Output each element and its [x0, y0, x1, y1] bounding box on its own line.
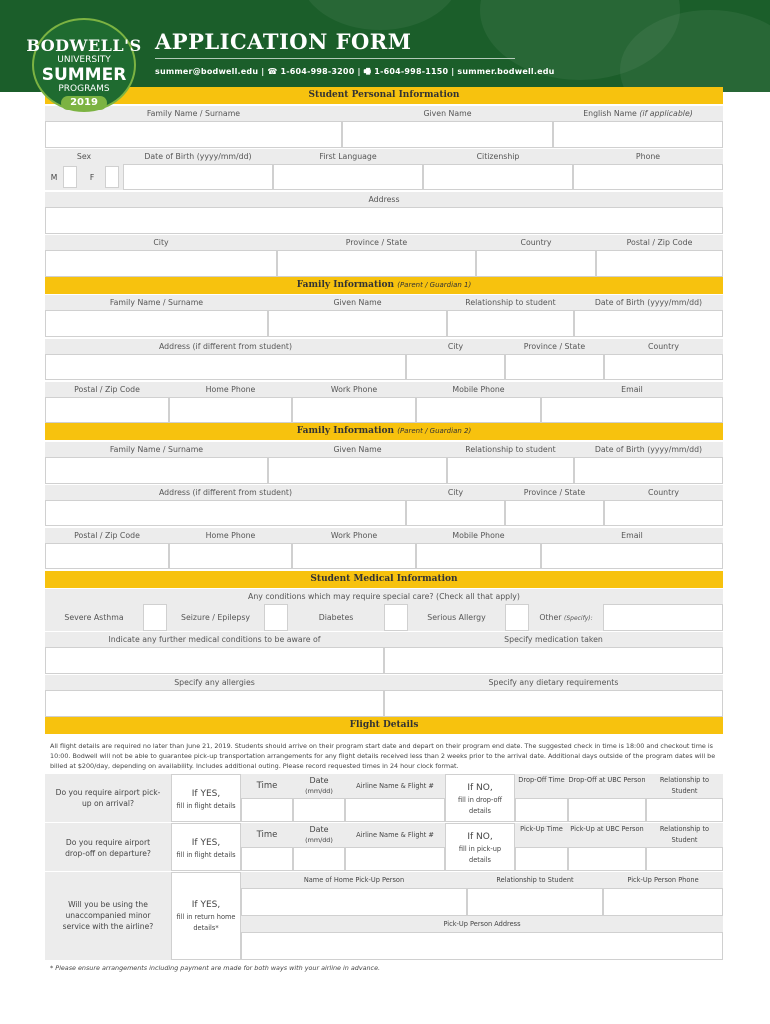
input-city[interactable]	[45, 250, 277, 277]
pickup-airline-label: Airline Name & Flight #	[356, 782, 434, 790]
label-f1-email: Email	[541, 382, 723, 397]
label-country: Country	[476, 235, 596, 250]
input-f2-country[interactable]	[604, 500, 723, 526]
fill-pickup: fill in pick-up details	[458, 845, 502, 864]
input-home-rel[interactable]	[467, 888, 603, 916]
input-f2-email[interactable]	[541, 543, 723, 569]
label-f1-home-phone: Home Phone	[169, 382, 292, 397]
label-f1-address: Address (if different from student)	[45, 339, 406, 354]
section-medical: Student Medical Information	[45, 571, 723, 588]
home-pickup-name-label: Name of Home Pick-Up Person	[303, 876, 405, 884]
input-first-language[interactable]	[273, 164, 423, 190]
label-f1-dob: Date of Birth (yyyy/mm/dd)	[574, 295, 723, 310]
input-f2-dob[interactable]	[574, 457, 723, 484]
input-citizenship[interactable]	[423, 164, 573, 190]
label-asthma: Severe Asthma	[45, 604, 143, 631]
home-rel-label: Relationship to Student	[496, 876, 574, 884]
input-medication[interactable]	[384, 647, 723, 674]
pickup-time-label2: Pick-Up Time	[520, 825, 563, 833]
label-f1-postal: Postal / Zip Code	[45, 382, 169, 397]
input-pickup-ubc[interactable]	[568, 847, 646, 871]
pickup-date-format: (mm/dd)	[305, 787, 333, 795]
input-f1-given-name[interactable]	[268, 310, 447, 337]
label-f2-work-phone: Work Phone	[292, 528, 416, 543]
input-pickup-time[interactable]	[241, 798, 293, 822]
label-allergies: Specify any allergies	[45, 675, 384, 690]
label-family-name: Family Name / Surname	[45, 106, 342, 121]
label-other: Other (Specify):	[529, 604, 603, 631]
label-f1-family-name: Family Name / Surname	[45, 295, 268, 310]
label-first-language: First Language	[273, 149, 423, 164]
section-student: Student Personal Information	[45, 87, 723, 104]
dropoff-time2-label: Time	[256, 830, 278, 840]
label-f1-given-name: Given Name	[268, 295, 447, 310]
label-medication: Specify medication taken	[384, 632, 723, 647]
checkbox-male[interactable]	[63, 166, 77, 188]
label-province: Province / State	[277, 235, 476, 250]
dropoff-if-yes: If YES,	[191, 838, 221, 848]
label-f2-home-phone: Home Phone	[169, 528, 292, 543]
flight-instructions: All flight details are required no later than June 21, 2019. Students should arrive on their program start date and depart on their program end date. The suggested check in time is 18:00 and checkout time is 10:00. Bodwell will not be able to guarantee pick-up transportation arrangements for any flight details received less than 2 weeks prior to the arrival date. Additional days outside of the program dates will be billed at $200/day, depending on availability. Includes additional outing. Please record requested times in 24 hour clock format.	[50, 742, 716, 770]
dropoff-fill-flight: fill in flight details	[176, 851, 236, 859]
label-address: Address	[45, 192, 723, 207]
pickup-if-yes: If YES,	[191, 789, 221, 799]
label-f1-province: Province / State	[505, 339, 604, 354]
input-province[interactable]	[277, 250, 476, 277]
input-f2-given-name[interactable]	[268, 457, 447, 484]
input-pickup-time2[interactable]	[515, 847, 568, 871]
pickup-ubc-label: Pick-Up at UBC Person	[570, 825, 644, 833]
checkbox-seizure[interactable]	[264, 604, 288, 631]
input-given-name[interactable]	[342, 121, 553, 148]
home-phone-label: Pick-Up Person Phone	[627, 876, 699, 884]
dropoff-date-format: (mm/dd)	[305, 836, 333, 844]
input-family-name[interactable]	[45, 121, 342, 148]
input-dropoff-ubc[interactable]	[568, 798, 646, 822]
label-dob: Date of Birth (yyyy/mm/dd)	[123, 149, 273, 164]
input-f1-postal[interactable]	[45, 397, 169, 423]
label-f1-relationship: Relationship to student	[447, 295, 574, 310]
input-f2-work-phone[interactable]	[292, 543, 416, 569]
label-f2-province: Province / State	[505, 485, 604, 500]
input-home-phone[interactable]	[603, 888, 723, 916]
dropoff-if-no: If NO,	[467, 832, 493, 842]
input-f2-province[interactable]	[505, 500, 604, 526]
input-f1-family-name[interactable]	[45, 310, 268, 337]
label-allergy: Serious Allergy	[408, 604, 505, 631]
input-f1-email[interactable]	[541, 397, 723, 423]
title-divider	[155, 58, 515, 59]
input-pickup-airline[interactable]	[345, 798, 445, 822]
input-dob[interactable]	[123, 164, 273, 190]
contact-info: summer@bodwell.edu | ☎ 1-604-998-3200 | 🖷 1-604-998-1150 | summer.bodwell.edu	[155, 67, 555, 76]
label-f1-mobile-phone: Mobile Phone	[416, 382, 541, 397]
input-address[interactable]	[45, 207, 723, 234]
input-f1-mobile-phone[interactable]	[416, 397, 541, 423]
minor-fill-return: fill in return home details*	[176, 913, 236, 932]
medical-question: Any conditions which may require special care? (Check all that apply)	[45, 589, 723, 604]
label-f2-mobile-phone: Mobile Phone	[416, 528, 541, 543]
input-f1-province[interactable]	[505, 354, 604, 380]
input-further-conditions[interactable]	[45, 647, 384, 674]
section-family-1: Family Information (Parent / Guardian 1)	[45, 277, 723, 294]
dropoff-rel-label: Relationship to Student	[659, 776, 710, 795]
checkbox-female[interactable]	[105, 166, 119, 188]
input-country[interactable]	[476, 250, 596, 277]
label-f2-postal: Postal / Zip Code	[45, 528, 169, 543]
input-phone[interactable]	[573, 164, 723, 190]
input-home-pickup-name[interactable]	[241, 888, 467, 916]
checkbox-asthma[interactable]	[143, 604, 167, 631]
pickup-rel-label: Relationship to Student	[659, 825, 710, 844]
checkbox-allergy[interactable]	[505, 604, 529, 631]
q-minor: Will you be using the unaccompanied minor service with the airline?	[62, 900, 154, 931]
label-phone: Phone	[573, 149, 723, 164]
label-dietary: Specify any dietary requirements	[384, 675, 723, 690]
label-f2-email: Email	[541, 528, 723, 543]
section-flight: Flight Details	[45, 717, 723, 734]
input-f2-postal[interactable]	[45, 543, 169, 569]
section-family-2: Family Information (Parent / Guardian 2)	[45, 423, 723, 440]
label-f2-city: City	[406, 485, 505, 500]
input-f1-country[interactable]	[604, 354, 723, 380]
input-english-name[interactable]	[553, 121, 723, 148]
input-dropoff-rel[interactable]	[646, 798, 723, 822]
input-f2-family-name[interactable]	[45, 457, 268, 484]
label-f2-family-name: Family Name / Surname	[45, 442, 268, 457]
footnote: * Please ensure arrangements including payment are made for both ways with your airline in advance.	[50, 964, 381, 972]
input-f1-relationship[interactable]	[447, 310, 574, 337]
label-sex: Sex	[45, 149, 123, 164]
page-title: APPLICATION FORM	[155, 29, 412, 54]
input-f2-home-phone[interactable]	[169, 543, 292, 569]
label-f1-city: City	[406, 339, 505, 354]
input-allergies[interactable]	[45, 690, 384, 717]
checkbox-diabetes[interactable]	[384, 604, 408, 631]
input-pickup-date[interactable]	[293, 798, 345, 822]
label-seizure: Seizure / Epilepsy	[167, 604, 264, 631]
input-f2-mobile-phone[interactable]	[416, 543, 541, 569]
input-f2-relationship[interactable]	[447, 457, 574, 484]
input-other[interactable]	[603, 604, 723, 631]
dropoff-ubc-label: Drop-Off at UBC Person	[568, 776, 646, 784]
label-f1-work-phone: Work Phone	[292, 382, 416, 397]
pickup-fill-flight: fill in flight details	[176, 802, 236, 810]
sex-male-label: M	[50, 173, 58, 182]
input-f1-address[interactable]	[45, 354, 406, 380]
dropoff-time-label: Drop-Off Time	[518, 776, 565, 784]
label-f1-country: Country	[604, 339, 723, 354]
fill-dropoff: fill in drop-off details	[457, 796, 503, 815]
label-f2-dob: Date of Birth (yyyy/mm/dd)	[574, 442, 723, 457]
dropoff-date-label: Date	[309, 825, 329, 834]
label-f2-relationship: Relationship to student	[447, 442, 574, 457]
input-f2-address[interactable]	[45, 500, 406, 526]
label-citizenship: Citizenship	[423, 149, 573, 164]
bodwell-logo: BODWELL'S UNIVERSITY SUMMER PROGRAMS 2019	[24, 18, 144, 112]
label-further-conditions: Indicate any further medical conditions to be aware of	[45, 632, 384, 647]
input-dropoff-flight-time[interactable]	[241, 847, 293, 871]
label-diabetes: Diabetes	[288, 604, 384, 631]
input-dropoff-flight-date[interactable]	[293, 847, 345, 871]
input-pickup-rel[interactable]	[646, 847, 723, 871]
input-f2-city[interactable]	[406, 500, 505, 526]
minor-if-yes: If YES,	[191, 900, 221, 910]
label-postal: Postal / Zip Code	[596, 235, 723, 250]
label-f2-given-name: Given Name	[268, 442, 447, 457]
sex-female-label: F	[89, 173, 95, 182]
dropoff-airline-label: Airline Name & Flight #	[356, 831, 434, 839]
pickup-if-no: If NO,	[467, 783, 493, 793]
pickup-address-label: Pick-Up Person Address	[443, 920, 521, 928]
label-f2-country: Country	[604, 485, 723, 500]
input-f1-dob[interactable]	[574, 310, 723, 337]
input-f1-city[interactable]	[406, 354, 505, 380]
input-dropoff-time[interactable]	[515, 798, 568, 822]
input-f1-home-phone[interactable]	[169, 397, 292, 423]
input-pickup-address[interactable]	[241, 932, 723, 960]
label-given-name: Given Name	[342, 106, 553, 121]
input-f1-work-phone[interactable]	[292, 397, 416, 423]
q-pickup: Do you require airport pick-up on arrival?	[55, 788, 161, 808]
label-f2-address: Address (if different from student)	[45, 485, 406, 500]
pickup-date-label: Date	[309, 776, 329, 785]
pickup-time-label: Time	[256, 781, 278, 791]
input-postal[interactable]	[596, 250, 723, 277]
input-dietary[interactable]	[384, 690, 723, 717]
label-city: City	[45, 235, 277, 250]
label-english-name: English Name (if applicable)	[553, 106, 723, 121]
q-dropoff: Do you require airport drop-off on departure?	[65, 838, 151, 858]
input-dropoff-airline[interactable]	[345, 847, 445, 871]
